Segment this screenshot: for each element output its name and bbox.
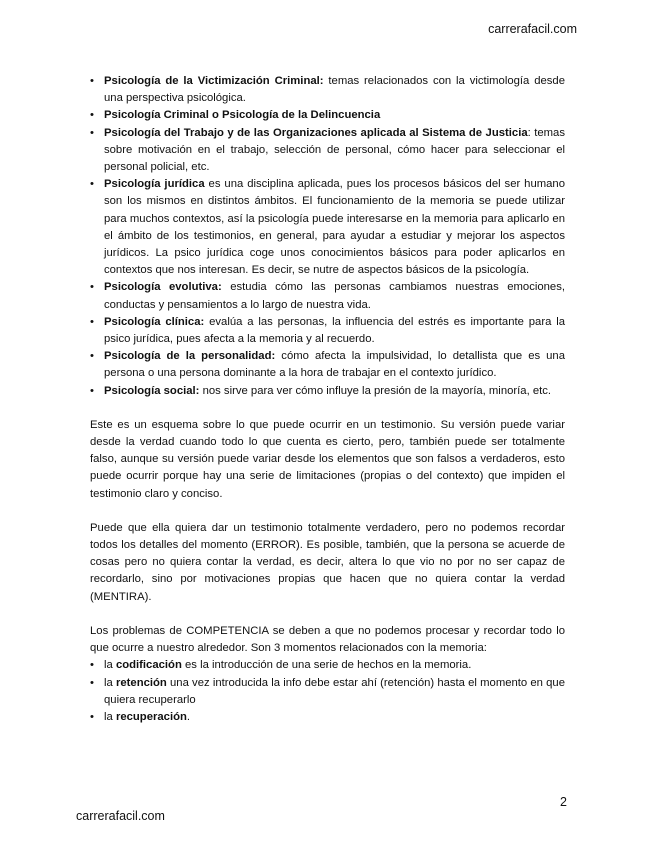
psychology-branches-list <box>90 73 565 400</box>
list-item-term: Psicología evolutiva: <box>104 281 222 294</box>
list-item <box>90 709 565 726</box>
list-item <box>90 107 565 124</box>
memory-moments-list <box>90 657 565 726</box>
list-item-term: Psicología clínica: <box>104 315 205 328</box>
list-item-text: : temas sobre motivación en el trabajo, selección de personal, cómo hacer para seleccionar el personal policial, etc. <box>104 126 565 174</box>
list-item <box>90 176 565 279</box>
list-item <box>90 675 565 709</box>
page-content <box>90 73 565 726</box>
list-item-term: recuperación <box>115 710 187 723</box>
page-number: 2 <box>560 795 567 809</box>
list-item <box>90 383 565 400</box>
list-item-text: es la introducción de una serie de hechos en la memoria. <box>181 659 472 672</box>
list-item-prefix: la <box>104 676 116 689</box>
list-item-text: una vez introducida la info debe estar ahí (retención) hasta el momento en que quiera recuperarlo <box>104 676 565 706</box>
list-item <box>90 314 565 348</box>
list-item-text: evalúa a las personas, la influencia del estrés es importante para la psico jurídica, pues afecta a la memoria y al recuerdo. <box>104 315 565 346</box>
list-item-term: retención <box>115 676 167 689</box>
list-item <box>90 73 565 107</box>
footer-site-name: carrerafacil.com <box>76 809 165 823</box>
paragraph-error-lie: Puede que ella quiera dar un testimonio totalmente verdadero, pero no podemos recordar todos los detalles del momento (ERROR). Es posible, también, que la persona se acuerde de cosas pero no quiera contar la verdad, es decir, altera lo que vio no por no ser capaz de recordarlo, sino por motivaciones propias que hacen que no quiera contar la verdad (MENTIRA). <box>90 521 565 603</box>
list-item-term: Psicología jurídica <box>104 178 205 191</box>
list-item-text: cómo afecta la impulsividad, lo detallista que es una persona o una persona dominante a la hora de trabajar en el contexto jurídico. <box>104 350 566 380</box>
list-item-term: Psicología Criminal o Psicología de la Delincuencia <box>104 109 381 122</box>
paragraph-testimony-scheme: Este es un esquema sobre lo que puede ocurrir en un testimonio. Su versión puede variar desde la verdad cuando todo lo que cuenta es cierto, pero, también puede ser totalmente falso, aunque su versión puede variar desde los elementos que son falsos a verdaderos, esto puede ocurrir porque hay una serie de limitaciones (propias o del contexto) que impiden el testimonio claro y conciso. <box>90 418 565 500</box>
list-item-text: es una disciplina aplicada, pues los procesos básicos del ser humano son los mismos en distintos ámbitos. El funcionamiento de la memoria se puede utilizar para muchos contextos, así la psicología puede interesarse en la memoria para aplicarlo en el ámbito de los testimonios, en general, para ayudar a estudiar y mejorar los aspectos jurídicos. La psico jurídica coge unos conocimientos básicos para poder aplicarlos en contextos que nos interesan. Es decir, se nutre de aspectos básicos de la psicología. <box>104 178 565 277</box>
paragraph-competence: Los problemas de COMPETENCIA se deben a que no podemos procesar y recordar todo lo que ocurre a nuestro alrededor. Son 3 momentos relacionados con la memoria: <box>90 624 565 655</box>
list-item-text: temas relacionados con la victimología desde una perspectiva psicológica. <box>104 75 565 105</box>
list-item <box>90 348 565 382</box>
list-item-prefix: la <box>104 710 116 723</box>
list-item-term: codificación <box>115 659 182 672</box>
list-item <box>90 279 565 313</box>
list-item-term: Psicología de la personalidad: <box>104 350 276 363</box>
header-site-name: carrerafacil.com <box>488 22 577 36</box>
list-item-text: . <box>186 710 191 723</box>
list-item <box>90 125 565 177</box>
list-item-text: estudia cómo las personas cambiamos nuestras emociones, conductas y pensamientos a lo largo de nuestra vida. <box>104 281 566 311</box>
list-item <box>90 657 565 674</box>
list-item-term: Psicología social: <box>104 384 200 397</box>
list-item-term: Psicología del Trabajo y de las Organizaciones aplicada al Sistema de Justicia <box>104 126 528 139</box>
list-item-text: nos sirve para ver cómo influye la presión de la mayoría, minoría, etc. <box>199 384 552 397</box>
list-item-term: Psicología de la Victimización Criminal: <box>104 75 324 87</box>
list-item-prefix: la <box>104 659 116 672</box>
